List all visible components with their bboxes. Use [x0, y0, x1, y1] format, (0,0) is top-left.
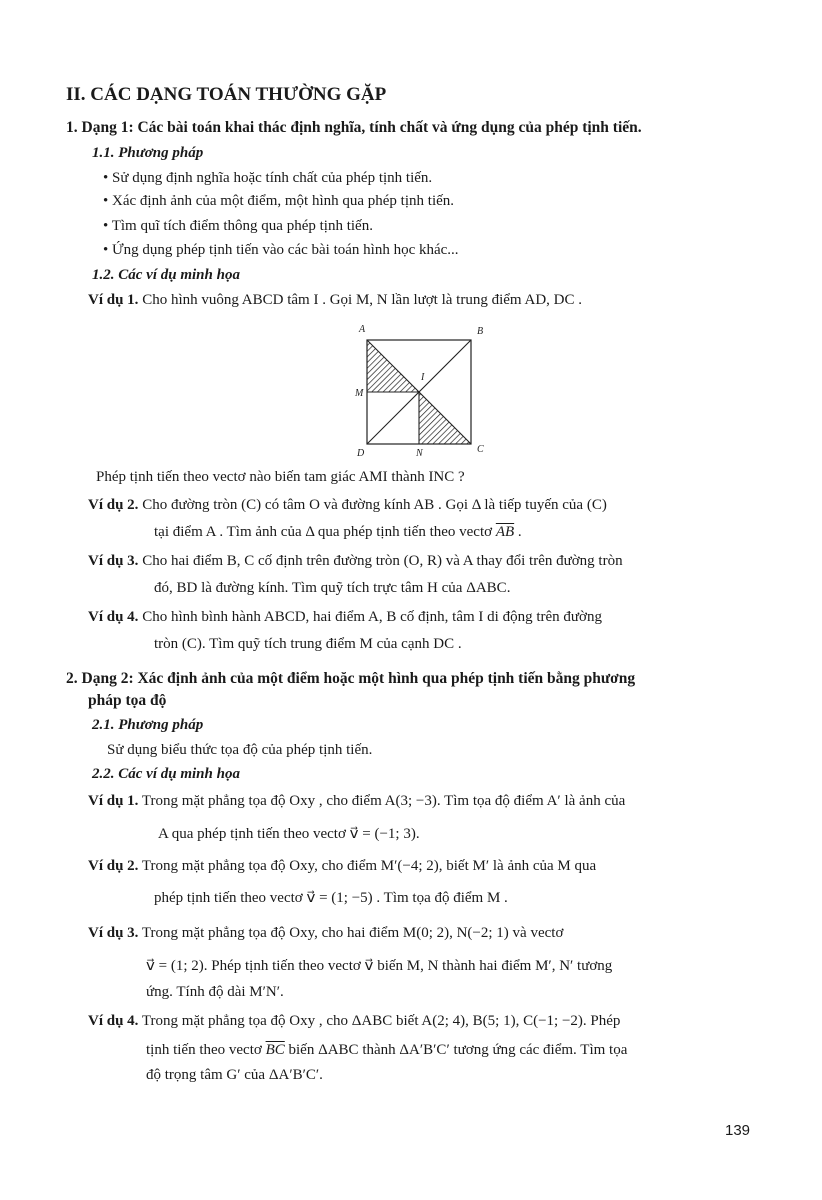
example-text: .: [514, 524, 522, 540]
example-text: tịnh tiến theo vectơ: [146, 1042, 266, 1058]
label-c: C: [477, 444, 484, 455]
d1-example-3-cont: đó, BD là đường kính. Tìm quỹ tích trực tâm H của ΔABC.: [154, 580, 511, 596]
example-label: Ví dụ 1.: [88, 793, 139, 809]
d1-example-4: [88, 609, 602, 626]
example-label: Ví dụ 2.: [88, 497, 139, 513]
d1-bullet: • Xác định ảnh của một điểm, một hình qua phép tịnh tiến.: [103, 193, 455, 209]
label-b: B: [477, 326, 484, 337]
example-text: biến ΔABC thành ΔA′B′C′ tương ứng các điểm. Tìm tọa: [284, 1042, 628, 1058]
example-label: Ví dụ 2.: [88, 858, 139, 874]
d2-example-3-cont: v⃗ = (1; 2). Phép tịnh tiến theo vectơ v⃗ biến M, N thành hai điểm M′, N′ tương: [146, 958, 613, 974]
d2-title: 2. Dạng 2: Xác định ảnh của một điểm hoặc một hình qua phép tịnh tiến bằng phương: [66, 670, 636, 687]
page-number: 139: [725, 1122, 751, 1139]
example-text: Trong mặt phẳng tọa độ Oxy, cho điểm M′(−4; 2), biết M′ là ảnh của M qua: [138, 858, 597, 874]
label-d: D: [357, 448, 365, 459]
d1-examples-heading: 1.2. Các ví dụ minh họa: [92, 267, 240, 283]
d2-title-cont: pháp tọa độ: [88, 692, 167, 709]
d2-example-1: [88, 793, 625, 810]
d2-example-3-cont: ứng. Tính độ dài M′N′.: [146, 984, 284, 1000]
vector-bc: $\overline{BC}$: [265, 1042, 285, 1058]
d1-example-2-cont: [154, 524, 522, 541]
d1-title: 1. Dạng 1: Các bài toán khai thác định nghĩa, tính chất và ứng dụng của phép tịnh tiến.: [66, 119, 642, 136]
d2-method-text: Sử dụng biểu thức tọa độ của phép tịnh tiến.: [107, 742, 373, 758]
d1-bullet: • Tìm quĩ tích điểm thông qua phép tịnh tiến.: [103, 218, 373, 234]
d2-example-4-cont: [146, 1042, 627, 1059]
section-title: II. CÁC DẠNG TOÁN THƯỜNG GẶP: [66, 84, 387, 105]
d2-example-2-cont: phép tịnh tiến theo vectơ v⃗ = (1; −5) . Tìm tọa độ điểm M .: [154, 890, 508, 906]
label-n: N: [416, 448, 423, 459]
label-a: A: [359, 324, 366, 335]
d1-bullet: • Sử dụng định nghĩa hoặc tính chất của phép tịnh tiến.: [103, 170, 433, 186]
square-figure: [330, 320, 500, 460]
d1-example-1: [88, 292, 582, 309]
label-i: I: [421, 372, 425, 383]
d1-bullet: • Ứng dụng phép tịnh tiến vào các bài toán hình học khác...: [103, 242, 459, 258]
example-label: Ví dụ 3.: [88, 925, 139, 941]
vector-ab: $\overline{AB}$: [495, 524, 515, 540]
d2-examples-heading: 2.2. Các ví dụ minh họa: [92, 766, 240, 782]
label-m: M: [355, 388, 364, 399]
d2-method-heading: 2.1. Phương pháp: [92, 717, 204, 733]
example-text: Cho hình bình hành ABCD, hai điểm A, B cố định, tâm I di động trên đường: [138, 609, 602, 625]
d2-example-4: [88, 1013, 620, 1030]
d1-question: Phép tịnh tiến theo vectơ nào biến tam giác AMI thành INC ?: [96, 469, 465, 485]
example-text: Trong mặt phẳng tọa độ Oxy , cho điểm A(3; −3). Tìm tọa độ điểm A′ là ảnh của: [138, 793, 626, 809]
example-label: Ví dụ 4.: [88, 1013, 139, 1029]
example-text: Cho hai điểm B, C cố định trên đường tròn (O, R) và A thay đổi trên đường tròn: [138, 553, 623, 569]
example-text: Trong mặt phẳng tọa độ Oxy , cho ΔABC biết A(2; 4), B(5; 1), C(−1; −2). Phép: [138, 1013, 621, 1029]
d1-example-4-cont: tròn (C). Tìm quỹ tích trung điểm M của cạnh DC .: [154, 636, 462, 652]
d1-example-2: [88, 497, 607, 514]
d2-example-1-cont: A qua phép tịnh tiến theo vectơ v⃗ = (−1; 3).: [158, 826, 420, 842]
example-label: Ví dụ 4.: [88, 609, 139, 625]
example-text: Trong mặt phẳng tọa độ Oxy, cho hai điểm M(0; 2), N(−2; 1) và vectơ: [138, 925, 564, 941]
d2-example-2: [88, 858, 596, 875]
d1-method-heading: 1.1. Phương pháp: [92, 145, 204, 161]
example-text: tại điểm A . Tìm ảnh của Δ qua phép tịnh tiến theo vectơ: [154, 524, 496, 540]
example-label: Ví dụ 1.: [88, 292, 139, 308]
example-text: Cho hình vuông ABCD tâm I . Gọi M, N lần lượt là trung điểm AD, DC .: [138, 292, 582, 308]
example-label: Ví dụ 3.: [88, 553, 139, 569]
d2-example-4-cont: độ trọng tâm G′ của ΔA′B′C′.: [146, 1067, 323, 1083]
d2-example-3: [88, 925, 563, 942]
example-text: Cho đường tròn (C) có tâm O và đường kính AB . Gọi Δ là tiếp tuyến của (C): [138, 497, 607, 513]
d1-example-3: [88, 553, 623, 570]
